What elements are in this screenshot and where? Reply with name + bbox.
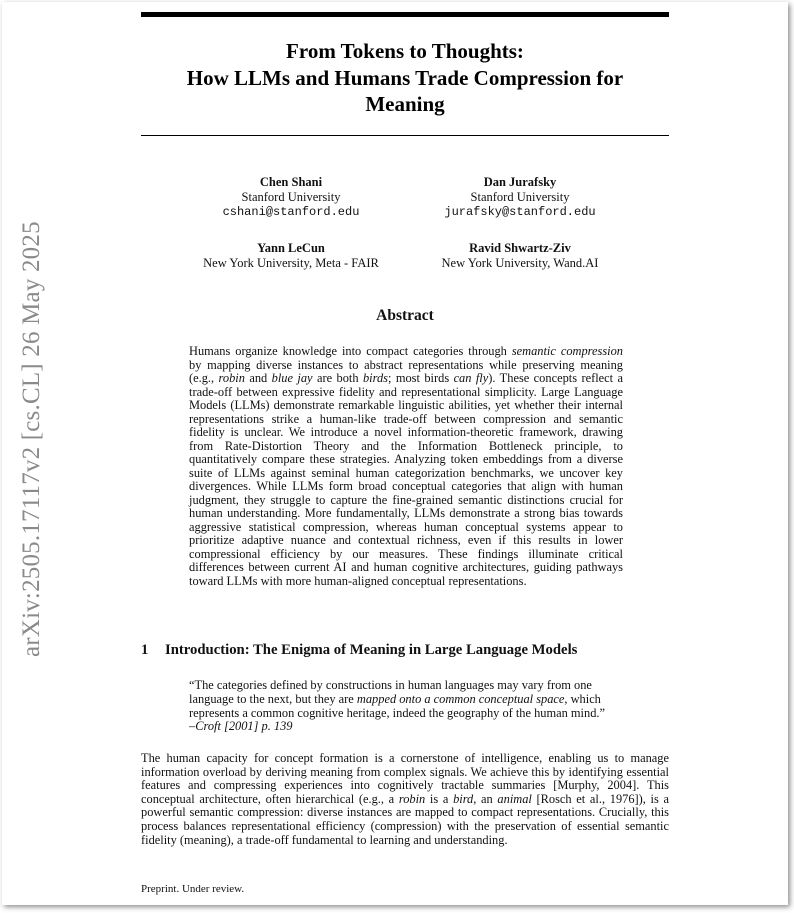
section-number: 1 [141, 642, 149, 658]
abstract-text-run: are both [312, 371, 363, 385]
quote-text-run: , which represents a common cognitive heritage, indeed the geography of the human mind.” [189, 691, 605, 720]
abstract-text-run: and [244, 371, 272, 385]
title-line-3: Meaning [365, 92, 445, 116]
paper-page [2, 2, 788, 905]
intro-text-run: , an [473, 791, 498, 806]
abstract-text-run: by mapping diverse instances to abstract representations while preserving meaning (e.g., [189, 357, 623, 385]
title-bottom-rule [141, 135, 669, 136]
author-email[interactable]: jurafsky@stanford.edu [444, 205, 596, 219]
intro-paragraph [141, 752, 669, 847]
author-block [400, 241, 640, 271]
abstract-emphasis: blue jay [271, 371, 313, 385]
quote-citation[interactable]: –Croft [2001] p. 139 [189, 719, 293, 734]
section-title: Introduction: The Enigma of Meaning in Large Language Models [165, 642, 578, 658]
title-line-1: From Tokens to Thoughts: [286, 39, 524, 63]
author-block [171, 175, 411, 220]
title-line-2: How LLMs and Humans Trade Compression for [186, 65, 624, 90]
preprint-footer: Preprint. Under review. [141, 883, 245, 895]
author-name: Yann LeCun [257, 241, 325, 255]
title-top-rule [141, 12, 669, 17]
paper-title [141, 38, 669, 118]
abstract-text-run: ; most birds [387, 371, 454, 385]
abstract-emphasis: robin [218, 371, 245, 385]
intro-emphasis: animal [497, 791, 532, 806]
intro-text-run: is a [425, 791, 454, 806]
author-affiliation: Stanford University [241, 190, 341, 204]
intro-emphasis: robin [398, 791, 426, 806]
author-email[interactable]: cshani@stanford.edu [222, 205, 360, 219]
epigraph-quote [189, 679, 623, 734]
intro-text-run: The human capacity for concept formation is a cornerstone of intelligence, enabling us to manage information overload by deriving meaning from complex signals. We achieve this by identifying essential features and compressing experiences into cognitively tractable summaries [Murphy, 2004]. This conceptual architecture, often hierarchical (e.g., a [141, 751, 669, 806]
abstract-text-run: ). These concepts reflect a trade-off between expressive fidelity and representational simplicity. Large Language Models (LLMs) demonstrate remarkable linguistic abilities, yet whether their internal representations strike a human-like trade-off between compression and semantic fidelity is unclear. We introduce a novel information-theoretic framework, drawing from Rate-Distortion Theory and the Information Bottleneck principle, to quantitatively compare these strategies. Analyzing token embeddings from a diverse suite of LLMs against seminal human categorization benchmarks, we uncover key divergences. While LLMs form broad conceptual categories that align with human judgment, they struggle to capture the fine-grained semantic distinctions crucial for human understanding. More fundamentally, LLMs demonstrate a strong bias towards aggressive statistical compression, whereas human conceptual systems appear to prioritize adaptive nuance and contextual richness, even if this results in lower compressional efficiency by our measures. These findings illuminate critical differences between current AI and human cognitive architectures, guiding pathways toward LLMs with more human-aligned conceptual representations. [189, 371, 623, 588]
author-name: Dan Jurafsky [483, 175, 557, 189]
author-block [171, 241, 411, 271]
intro-emphasis: bird [453, 791, 474, 806]
abstract-emphasis: birds [362, 371, 388, 385]
abstract-text-run: Humans organize knowledge into compact categories through [189, 344, 512, 358]
author-name: Chen Shani [259, 175, 323, 189]
abstract-emphasis: semantic compression [511, 344, 623, 358]
author-affiliation: New York University, Meta - FAIR [203, 256, 379, 270]
author-block [400, 175, 640, 220]
quote-text-run: “The categories defined by constructions in human languages may vary from one language to the next, but they are [189, 678, 592, 706]
arxiv-identifier[interactable]: arXiv:2505.17117v2 [cs.CL] 26 May 2025 [18, 221, 45, 657]
author-name: Ravid Shwartz-Ziv [469, 241, 571, 255]
abstract-text [189, 345, 623, 588]
quote-emphasis: mapped onto a common conceptual space [356, 691, 565, 706]
abstract-emphasis: can fly [453, 371, 489, 385]
author-affiliation: New York University, Wand.AI [441, 256, 599, 270]
abstract-heading: Abstract [376, 307, 434, 324]
section-heading [141, 642, 669, 659]
author-affiliation: Stanford University [470, 190, 570, 204]
intro-text-run: [Rosch et al., 1976]), is a powerful semantic compression: diverse instances are mapped to compact representations. Crucially, this process balances representational efficiency (compression) with the preservation of essential semantic fidelity (meaning), a trade-off fundamental to learning and understanding. [141, 791, 669, 847]
